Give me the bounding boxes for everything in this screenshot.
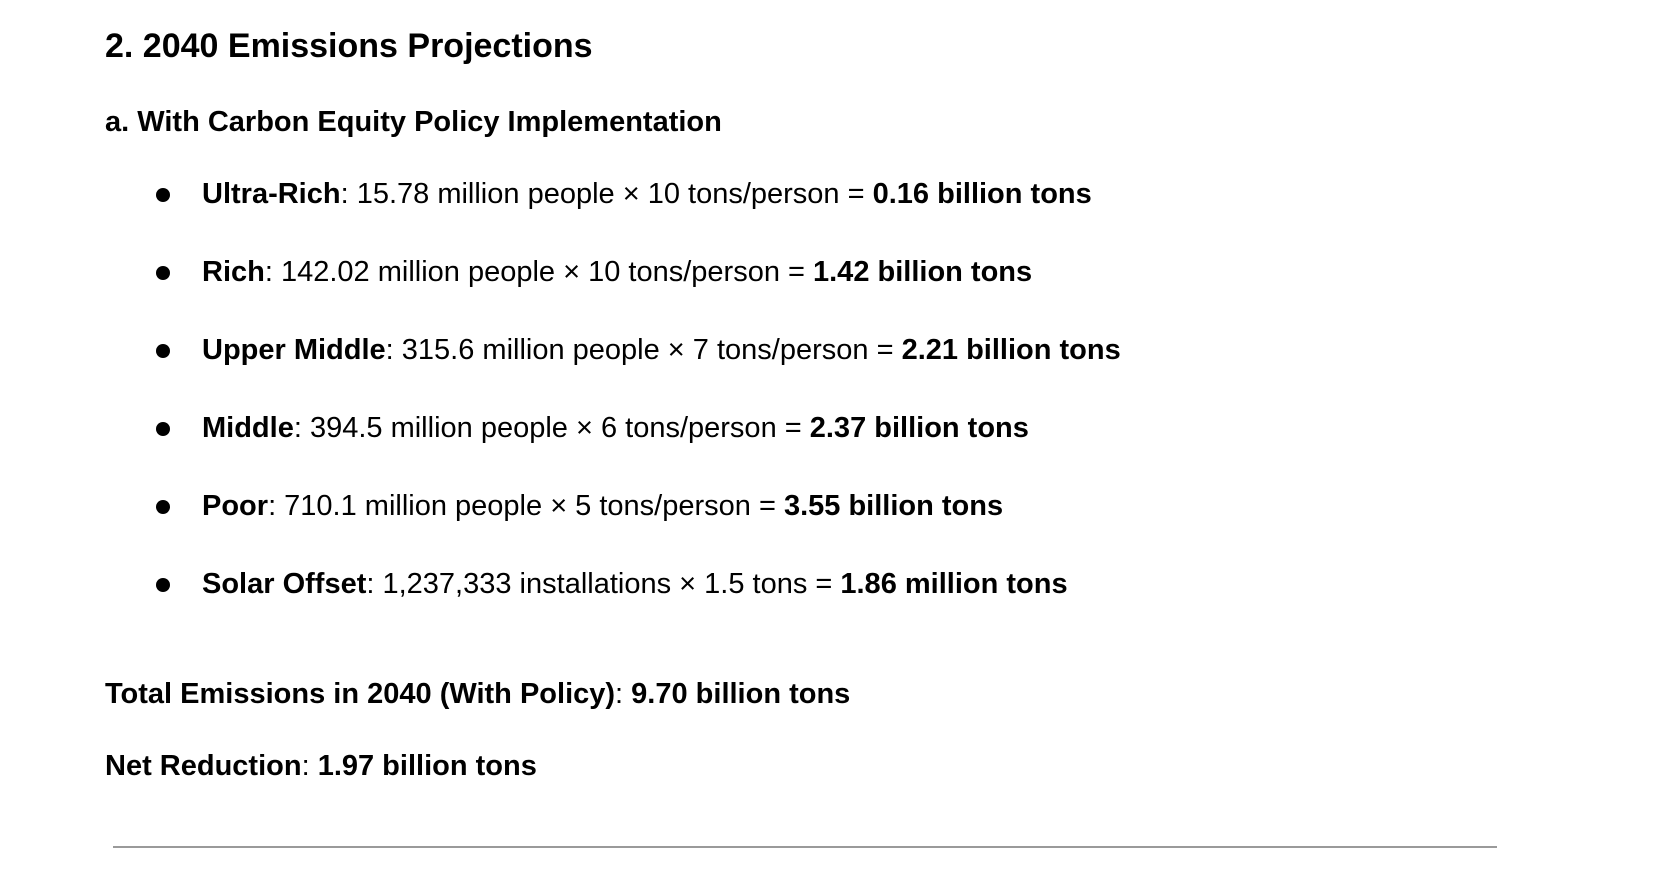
item-label: Upper Middle (202, 334, 386, 366)
item-result: 2.37 billion tons (809, 412, 1029, 444)
net-reduction-separator: : (301, 750, 318, 782)
item-detail: : 394.5 million people × 6 tons/person = (293, 412, 810, 444)
net-reduction-value: 1.97 billion tons (317, 750, 537, 782)
item-result: 3.55 billion tons (783, 490, 1004, 522)
bullet-icon (156, 578, 170, 592)
item-result: 1.86 million tons (840, 568, 1068, 600)
item-result: 0.16 billion tons (872, 178, 1092, 210)
bullet-icon (156, 266, 170, 280)
list-item-text (202, 330, 1121, 370)
list-item-text (202, 408, 1029, 448)
item-detail: : 1,237,333 installations × 1.5 tons = (366, 568, 841, 600)
bullet-icon (156, 422, 170, 436)
net-reduction (105, 746, 537, 786)
item-label: Poor (202, 490, 269, 522)
bullet-icon (156, 344, 170, 358)
total-label: Total Emissions in 2040 (With Policy) (105, 678, 616, 710)
item-detail: : 710.1 million people × 5 tons/person = (268, 490, 784, 522)
list-item-text (202, 174, 1092, 214)
item-result: 1.42 billion tons (813, 256, 1033, 288)
list-item-text (202, 564, 1068, 604)
bullet-icon (156, 500, 170, 514)
bullet-icon (156, 188, 170, 202)
item-label: Ultra-Rich (202, 178, 341, 210)
item-detail: : 15.78 million people × 10 tons/person = (340, 178, 873, 210)
net-reduction-label: Net Reduction (105, 750, 302, 782)
item-result: 2.21 billion tons (901, 334, 1121, 366)
item-detail: : 142.02 million people × 10 tons/person = (264, 256, 813, 288)
list-item-text (202, 252, 1032, 292)
list-item-text (202, 486, 1003, 526)
item-label: Rich (202, 256, 265, 288)
total-emissions (105, 674, 850, 714)
total-separator: : (615, 678, 632, 710)
subsection-heading: a. With Carbon Equity Policy Implementation (105, 106, 722, 138)
item-label: Middle (202, 412, 294, 444)
total-value: 9.70 billion tons (631, 678, 851, 710)
item-detail: : 315.6 million people × 7 tons/person = (385, 334, 902, 366)
section-heading: 2. 2040 Emissions Projections (105, 27, 593, 65)
horizontal-rule (113, 846, 1497, 848)
item-label: Solar Offset (202, 568, 367, 600)
